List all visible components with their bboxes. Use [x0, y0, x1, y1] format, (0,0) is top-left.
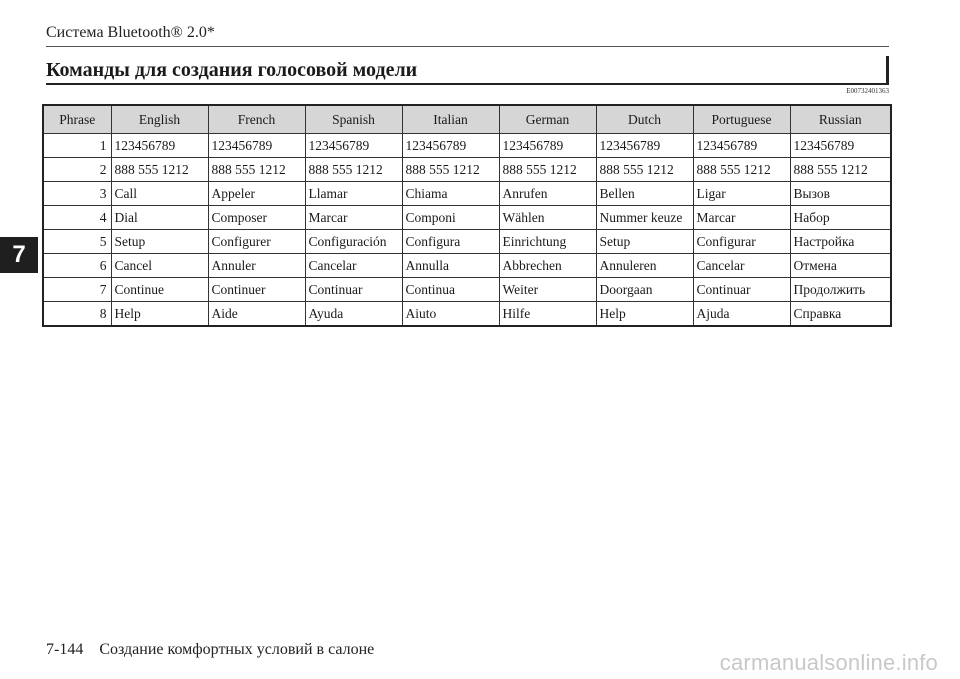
phrase-cell: Cancelar — [305, 254, 402, 278]
phrase-number-cell: 7 — [43, 278, 111, 302]
phrase-cell: 123456789 — [693, 134, 790, 158]
phrase-number-cell: 1 — [43, 134, 111, 158]
table-row — [43, 134, 891, 158]
phrase-cell: Annuler — [208, 254, 305, 278]
page-number: 7-144 — [46, 641, 84, 658]
column-header: Phrase — [43, 105, 111, 134]
phrase-cell: Anrufen — [499, 182, 596, 206]
phrase-cell: Cancelar — [693, 254, 790, 278]
phrase-number-cell: 4 — [43, 206, 111, 230]
table-row — [43, 230, 891, 254]
phrase-cell: Setup — [111, 230, 208, 254]
phrase-cell: Einrichtung — [499, 230, 596, 254]
phrase-cell: Marcar — [305, 206, 402, 230]
phrase-cell: Continua — [402, 278, 499, 302]
phrase-number-cell: 8 — [43, 302, 111, 327]
phrase-cell: Ajuda — [693, 302, 790, 327]
phrase-cell: 888 555 1212 — [208, 158, 305, 182]
phrase-number-cell: 6 — [43, 254, 111, 278]
phrase-cell: 123456789 — [596, 134, 693, 158]
phrase-cell: 123456789 — [499, 134, 596, 158]
column-header: Italian — [402, 105, 499, 134]
phrase-cell: 888 555 1212 — [790, 158, 891, 182]
phrase-cell: Ligar — [693, 182, 790, 206]
phrase-cell: Aide — [208, 302, 305, 327]
watermark: carmanualsonline.info — [719, 650, 938, 675]
phrase-cell: 123456789 — [402, 134, 499, 158]
table-row — [43, 182, 891, 206]
column-header: Russian — [790, 105, 891, 134]
phrase-cell: Setup — [596, 230, 693, 254]
phrase-cell: 888 555 1212 — [402, 158, 499, 182]
phrase-cell: Help — [111, 302, 208, 327]
phrase-cell: Отмена — [790, 254, 891, 278]
header-divider — [46, 46, 889, 47]
column-header: Dutch — [596, 105, 693, 134]
phrase-cell: Справка — [790, 302, 891, 327]
phrase-cell: Llamar — [305, 182, 402, 206]
phrase-cell: Вызов — [790, 182, 891, 206]
phrase-cell: Configuración — [305, 230, 402, 254]
table-row — [43, 302, 891, 327]
column-header: English — [111, 105, 208, 134]
phrase-cell: Настройка — [790, 230, 891, 254]
voice-commands-table — [42, 104, 892, 327]
phrase-cell: 123456789 — [208, 134, 305, 158]
phrase-cell: 888 555 1212 — [499, 158, 596, 182]
column-header: French — [208, 105, 305, 134]
phrase-cell: Aiuto — [402, 302, 499, 327]
phrase-cell: 123456789 — [305, 134, 402, 158]
phrase-cell: Componi — [402, 206, 499, 230]
document-code: E00732401363 — [846, 87, 889, 95]
phrase-cell: Configurar — [693, 230, 790, 254]
phrase-cell: Продолжить — [790, 278, 891, 302]
phrase-number-cell: 5 — [43, 230, 111, 254]
phrase-cell: Configurer — [208, 230, 305, 254]
section-heading-bar — [886, 56, 889, 85]
column-header: Portuguese — [693, 105, 790, 134]
phrase-cell: Annulla — [402, 254, 499, 278]
chapter-tab: 7 — [0, 237, 38, 273]
column-header: German — [499, 105, 596, 134]
table-row — [43, 206, 891, 230]
phrase-cell: 888 555 1212 — [305, 158, 402, 182]
phrase-cell: Nummer keuze — [596, 206, 693, 230]
phrase-cell: Continuar — [305, 278, 402, 302]
phrase-cell: Chiama — [402, 182, 499, 206]
phrase-number-cell: 3 — [43, 182, 111, 206]
phrase-cell: Configura — [402, 230, 499, 254]
phrase-cell: Composer — [208, 206, 305, 230]
column-header: Spanish — [305, 105, 402, 134]
table-row — [43, 278, 891, 302]
phrase-cell: Marcar — [693, 206, 790, 230]
footer-section-title: Создание комфортных условий в салоне — [99, 641, 375, 658]
phrase-cell: 888 555 1212 — [111, 158, 208, 182]
section-heading — [46, 56, 889, 85]
phrase-cell: Annuleren — [596, 254, 693, 278]
section-heading-text: Команды для создания голосовой модели — [46, 59, 418, 81]
phrase-cell: Cancel — [111, 254, 208, 278]
table-row — [43, 158, 891, 182]
phrase-cell: Appeler — [208, 182, 305, 206]
phrase-cell: Abbrechen — [499, 254, 596, 278]
phrase-cell: 123456789 — [111, 134, 208, 158]
phrase-number-cell: 2 — [43, 158, 111, 182]
phrase-cell: Continuar — [693, 278, 790, 302]
page-header-title: Система Bluetooth® 2.0* — [46, 24, 215, 41]
phrase-cell: Bellen — [596, 182, 693, 206]
phrase-cell: Ayuda — [305, 302, 402, 327]
phrase-cell: Continuer — [208, 278, 305, 302]
table-row — [43, 254, 891, 278]
phrase-cell: Wählen — [499, 206, 596, 230]
phrase-cell: Dial — [111, 206, 208, 230]
page-footer — [46, 641, 374, 659]
phrase-cell: Hilfe — [499, 302, 596, 327]
phrase-cell: Doorgaan — [596, 278, 693, 302]
phrase-cell: 888 555 1212 — [693, 158, 790, 182]
table-header-row — [43, 105, 891, 134]
phrase-cell: Call — [111, 182, 208, 206]
phrase-cell: 123456789 — [790, 134, 891, 158]
phrase-cell: Help — [596, 302, 693, 327]
phrase-cell: Набор — [790, 206, 891, 230]
phrase-cell: 888 555 1212 — [596, 158, 693, 182]
phrase-cell: Weiter — [499, 278, 596, 302]
phrase-cell: Continue — [111, 278, 208, 302]
